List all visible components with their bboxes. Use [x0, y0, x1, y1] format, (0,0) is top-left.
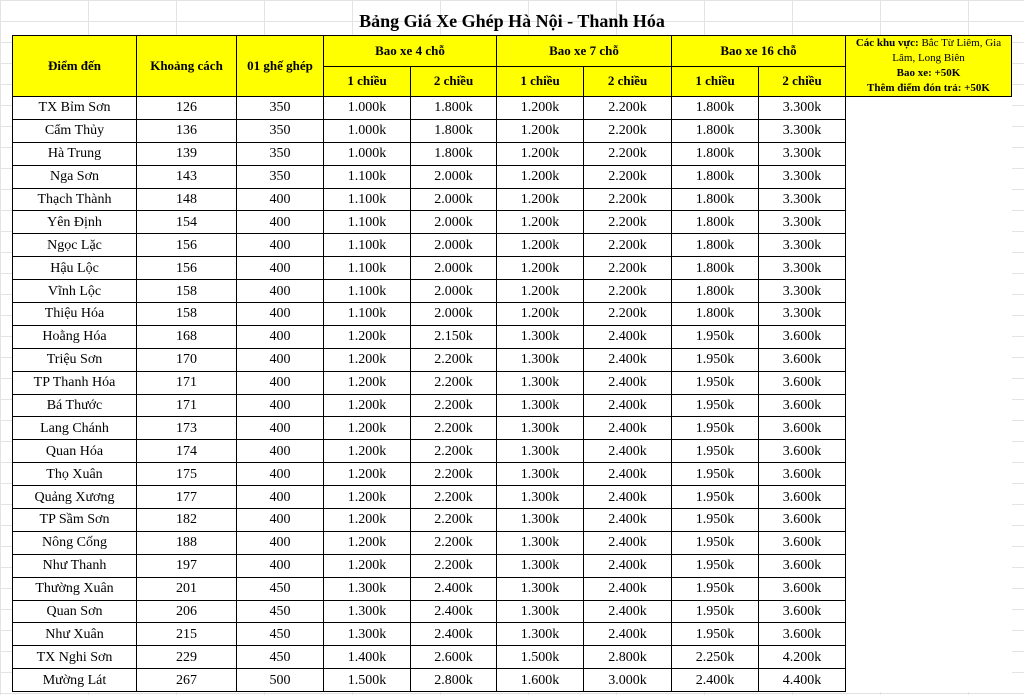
car4-round-trip-cell[interactable]: 2.150k	[411, 325, 497, 348]
distance-cell[interactable]: 175	[137, 463, 237, 486]
table-row	[13, 97, 1012, 120]
car7-round-trip-cell[interactable]: 2.200k	[584, 303, 672, 326]
distance-cell[interactable]: 173	[137, 417, 237, 440]
shared-seat-cell[interactable]: 350	[237, 142, 324, 165]
car7-one-way-cell[interactable]: 1.300k	[497, 348, 584, 371]
car4-one-way-cell[interactable]: 1.300k	[324, 600, 411, 623]
distance-cell[interactable]: 201	[137, 577, 237, 600]
car16-one-way-cell[interactable]: 1.950k	[672, 509, 759, 532]
car16-round-trip-cell[interactable]: 3.600k	[759, 371, 846, 394]
car16-one-way-cell[interactable]: 1.950k	[672, 600, 759, 623]
car4-one-way-cell[interactable]: 1.400k	[324, 646, 411, 669]
car7-one-way-cell[interactable]: 1.300k	[497, 325, 584, 348]
car4-one-way-cell[interactable]: 1.300k	[324, 577, 411, 600]
destination-cell[interactable]: Như Thanh	[13, 554, 137, 577]
car4-round-trip-cell[interactable]: 2.200k	[411, 371, 497, 394]
car7-round-trip-cell[interactable]: 2.400k	[584, 531, 672, 554]
header-destination[interactable]: Điểm đến	[13, 36, 137, 97]
table-row	[13, 257, 1012, 280]
car7-one-way-cell[interactable]: 1.200k	[497, 211, 584, 234]
car16-one-way-cell[interactable]: 1.950k	[672, 417, 759, 440]
car7-one-way-cell[interactable]: 1.300k	[497, 577, 584, 600]
car16-round-trip-cell[interactable]: 3.600k	[759, 440, 846, 463]
car4-one-way-cell[interactable]: 1.200k	[324, 509, 411, 532]
car16-round-trip-cell[interactable]: 3.300k	[759, 119, 846, 142]
car16-one-way-cell[interactable]: 1.800k	[672, 142, 759, 165]
table-row	[13, 188, 1012, 211]
car7-one-way-cell[interactable]: 1.500k	[497, 646, 584, 669]
distance-cell[interactable]: 171	[137, 394, 237, 417]
car16-round-trip-cell[interactable]: 3.600k	[759, 417, 846, 440]
header-distance[interactable]: Khoảng cách	[137, 36, 237, 97]
car4-round-trip-cell[interactable]: 2.400k	[411, 600, 497, 623]
distance-cell[interactable]: 156	[137, 257, 237, 280]
car4-round-trip-cell[interactable]: 2.000k	[411, 280, 497, 303]
car16-round-trip-cell[interactable]: 3.300k	[759, 165, 846, 188]
car16-one-way-cell[interactable]: 1.950k	[672, 531, 759, 554]
car4-one-way-cell[interactable]: 1.100k	[324, 188, 411, 211]
table-row	[13, 463, 1012, 486]
car7-round-trip-cell[interactable]: 2.400k	[584, 577, 672, 600]
destination-cell[interactable]: Yên Định	[13, 211, 137, 234]
distance-cell[interactable]: 154	[137, 211, 237, 234]
car7-round-trip-cell[interactable]: 2.400k	[584, 486, 672, 509]
car7-one-way-cell[interactable]: 1.200k	[497, 165, 584, 188]
car4-round-trip-cell[interactable]: 2.200k	[411, 348, 497, 371]
car16-round-trip-cell[interactable]: 4.200k	[759, 646, 846, 669]
shared-seat-cell[interactable]: 400	[237, 303, 324, 326]
car4-one-way-cell[interactable]: 1.300k	[324, 623, 411, 646]
destination-cell[interactable]: Như Xuân	[13, 623, 137, 646]
car7-one-way-cell[interactable]: 1.200k	[497, 142, 584, 165]
shared-seat-cell[interactable]: 400	[237, 257, 324, 280]
car4-round-trip-cell[interactable]: 2.200k	[411, 554, 497, 577]
car7-round-trip-cell[interactable]: 2.400k	[584, 371, 672, 394]
car16-one-way-cell[interactable]: 1.800k	[672, 234, 759, 257]
car4-one-way-cell[interactable]: 1.100k	[324, 211, 411, 234]
car7-round-trip-cell[interactable]: 2.200k	[584, 119, 672, 142]
shared-seat-cell[interactable]: 450	[237, 577, 324, 600]
car16-one-way-cell[interactable]: 1.950k	[672, 371, 759, 394]
car4-round-trip-cell[interactable]: 2.200k	[411, 531, 497, 554]
car4-round-trip-cell[interactable]: 2.000k	[411, 165, 497, 188]
distance-cell[interactable]: 229	[137, 646, 237, 669]
car4-one-way-cell[interactable]: 1.100k	[324, 303, 411, 326]
car7-one-way-cell[interactable]: 1.200k	[497, 280, 584, 303]
car7-one-way-cell[interactable]: 1.200k	[497, 119, 584, 142]
car4-round-trip-cell[interactable]: 2.000k	[411, 211, 497, 234]
car4-round-trip-cell[interactable]: 2.200k	[411, 440, 497, 463]
header-car4-round-trip[interactable]: 2 chiều	[411, 66, 497, 97]
table-row	[13, 669, 1012, 692]
car16-one-way-cell[interactable]: 1.950k	[672, 325, 759, 348]
shared-seat-cell[interactable]: 450	[237, 646, 324, 669]
car4-one-way-cell[interactable]: 1.100k	[324, 165, 411, 188]
note-extra-stop: Thêm điểm đón trả: +50K	[867, 82, 990, 94]
shared-seat-cell[interactable]: 400	[237, 531, 324, 554]
destination-cell[interactable]: Thọ Xuân	[13, 463, 137, 486]
car16-round-trip-cell[interactable]: 3.300k	[759, 303, 846, 326]
shared-seat-cell[interactable]: 400	[237, 394, 324, 417]
car4-round-trip-cell[interactable]: 2.200k	[411, 486, 497, 509]
table-row	[13, 280, 1012, 303]
note-car-surcharge: Bao xe: +50K	[896, 67, 961, 79]
car7-one-way-cell[interactable]: 1.300k	[497, 463, 584, 486]
shared-seat-cell[interactable]: 400	[237, 234, 324, 257]
car16-one-way-cell[interactable]: 1.800k	[672, 188, 759, 211]
car7-round-trip-cell[interactable]: 2.400k	[584, 600, 672, 623]
destination-cell[interactable]: Triệu Sơn	[13, 348, 137, 371]
car4-round-trip-cell[interactable]: 1.800k	[411, 142, 497, 165]
destination-cell[interactable]: Thạch Thành	[13, 188, 137, 211]
car7-round-trip-cell[interactable]: 2.400k	[584, 348, 672, 371]
sheet-title: Bảng Giá Xe Ghép Hà Nội - Thanh Hóa	[359, 11, 665, 31]
car4-one-way-cell[interactable]: 1.200k	[324, 463, 411, 486]
car4-one-way-cell[interactable]: 1.200k	[324, 371, 411, 394]
shared-seat-cell[interactable]: 400	[237, 348, 324, 371]
distance-cell[interactable]: 156	[137, 234, 237, 257]
destination-cell[interactable]: Bá Thước	[13, 394, 137, 417]
car16-round-trip-cell[interactable]: 3.300k	[759, 234, 846, 257]
car16-round-trip-cell[interactable]: 3.600k	[759, 600, 846, 623]
car7-one-way-cell[interactable]: 1.600k	[497, 669, 584, 692]
car16-one-way-cell[interactable]: 1.800k	[672, 211, 759, 234]
car16-round-trip-cell[interactable]: 3.600k	[759, 463, 846, 486]
distance-cell[interactable]: 215	[137, 623, 237, 646]
car7-round-trip-cell[interactable]: 2.200k	[584, 234, 672, 257]
car7-round-trip-cell[interactable]: 2.400k	[584, 417, 672, 440]
table-row	[13, 440, 1012, 463]
destination-cell[interactable]: Thiệu Hóa	[13, 303, 137, 326]
destination-cell[interactable]: Hoằng Hóa	[13, 325, 137, 348]
destination-cell[interactable]: TX Nghi Sơn	[13, 646, 137, 669]
car16-round-trip-cell[interactable]: 3.300k	[759, 280, 846, 303]
car4-one-way-cell[interactable]: 1.100k	[324, 234, 411, 257]
car16-round-trip-cell[interactable]: 3.600k	[759, 348, 846, 371]
car7-one-way-cell[interactable]: 1.200k	[497, 188, 584, 211]
distance-cell[interactable]: 158	[137, 280, 237, 303]
car16-one-way-cell[interactable]: 1.950k	[672, 440, 759, 463]
car16-one-way-cell[interactable]: 1.800k	[672, 303, 759, 326]
price-table	[12, 35, 1012, 692]
car7-one-way-cell[interactable]: 1.300k	[497, 394, 584, 417]
header-car16[interactable]: Bao xe 16 chỗ	[672, 36, 846, 67]
distance-cell[interactable]: 177	[137, 486, 237, 509]
destination-cell[interactable]: TP Sầm Sơn	[13, 509, 137, 532]
car4-one-way-cell[interactable]: 1.000k	[324, 119, 411, 142]
car4-round-trip-cell[interactable]: 2.800k	[411, 669, 497, 692]
table-row	[13, 577, 1012, 600]
destination-cell[interactable]: Quan Sơn	[13, 600, 137, 623]
car4-one-way-cell[interactable]: 1.200k	[324, 531, 411, 554]
distance-cell[interactable]: 143	[137, 165, 237, 188]
table-row	[13, 554, 1012, 577]
shared-seat-cell[interactable]: 450	[237, 600, 324, 623]
shared-seat-cell[interactable]: 350	[237, 165, 324, 188]
car16-round-trip-cell[interactable]: 3.600k	[759, 531, 846, 554]
car4-one-way-cell[interactable]: 1.000k	[324, 142, 411, 165]
car7-one-way-cell[interactable]: 1.300k	[497, 440, 584, 463]
table-row	[13, 646, 1012, 669]
car16-one-way-cell[interactable]: 1.800k	[672, 280, 759, 303]
header-car7-one-way[interactable]: 1 chiều	[497, 66, 584, 97]
car4-one-way-cell[interactable]: 1.200k	[324, 348, 411, 371]
destination-cell[interactable]: TX Bỉm Sơn	[13, 97, 137, 120]
car4-one-way-cell[interactable]: 1.100k	[324, 257, 411, 280]
destination-cell[interactable]: Hậu Lộc	[13, 257, 137, 280]
car4-round-trip-cell[interactable]: 1.800k	[411, 119, 497, 142]
car7-round-trip-cell[interactable]: 2.400k	[584, 463, 672, 486]
distance-cell[interactable]: 168	[137, 325, 237, 348]
car7-one-way-cell[interactable]: 1.300k	[497, 600, 584, 623]
car4-round-trip-cell[interactable]: 2.000k	[411, 188, 497, 211]
table-row	[13, 119, 1012, 142]
car7-one-way-cell[interactable]: 1.200k	[497, 257, 584, 280]
destination-cell[interactable]: TP Thanh Hóa	[13, 371, 137, 394]
car16-one-way-cell[interactable]: 1.800k	[672, 257, 759, 280]
note-areas-label: Các khu vực:	[855, 37, 919, 49]
table-row	[13, 623, 1012, 646]
shared-seat-cell[interactable]: 400	[237, 486, 324, 509]
car16-one-way-cell[interactable]: 1.800k	[672, 165, 759, 188]
destination-cell[interactable]: Quan Hóa	[13, 440, 137, 463]
car4-round-trip-cell[interactable]: 2.200k	[411, 394, 497, 417]
car4-round-trip-cell[interactable]: 2.000k	[411, 303, 497, 326]
shared-seat-cell[interactable]: 400	[237, 188, 324, 211]
car16-round-trip-cell[interactable]: 3.600k	[759, 623, 846, 646]
car4-one-way-cell[interactable]: 1.200k	[324, 486, 411, 509]
distance-cell[interactable]: 158	[137, 303, 237, 326]
table-row	[13, 325, 1012, 348]
car7-round-trip-cell[interactable]: 2.400k	[584, 509, 672, 532]
distance-cell[interactable]: 206	[137, 600, 237, 623]
destination-cell[interactable]: Ngọc Lặc	[13, 234, 137, 257]
destination-cell[interactable]: Mường Lát	[13, 669, 137, 692]
car16-one-way-cell[interactable]: 1.950k	[672, 394, 759, 417]
car16-one-way-cell[interactable]: 1.950k	[672, 463, 759, 486]
car7-round-trip-cell[interactable]: 2.800k	[584, 646, 672, 669]
header-car16-round-trip[interactable]: 2 chiều	[759, 66, 846, 97]
table-row	[13, 394, 1012, 417]
header-row-1	[13, 36, 1012, 67]
car16-one-way-cell[interactable]: 2.400k	[672, 669, 759, 692]
car7-one-way-cell[interactable]: 1.200k	[497, 97, 584, 120]
car7-round-trip-cell[interactable]: 2.200k	[584, 257, 672, 280]
shared-seat-cell[interactable]: 400	[237, 280, 324, 303]
car7-one-way-cell[interactable]: 1.300k	[497, 554, 584, 577]
car16-one-way-cell[interactable]: 1.800k	[672, 97, 759, 120]
distance-cell[interactable]: 188	[137, 531, 237, 554]
distance-cell[interactable]: 267	[137, 669, 237, 692]
table-row	[13, 211, 1012, 234]
car16-round-trip-cell[interactable]: 3.600k	[759, 486, 846, 509]
car4-round-trip-cell[interactable]: 2.200k	[411, 417, 497, 440]
table-row	[13, 371, 1012, 394]
car7-round-trip-cell[interactable]: 3.000k	[584, 669, 672, 692]
car7-one-way-cell[interactable]: 1.300k	[497, 371, 584, 394]
car7-one-way-cell[interactable]: 1.300k	[497, 531, 584, 554]
car16-round-trip-cell[interactable]: 3.600k	[759, 394, 846, 417]
car16-round-trip-cell[interactable]: 3.600k	[759, 325, 846, 348]
shared-seat-cell[interactable]: 400	[237, 554, 324, 577]
header-car4[interactable]: Bao xe 4 chỗ	[324, 36, 497, 67]
shared-seat-cell[interactable]: 500	[237, 669, 324, 692]
header-car16-one-way[interactable]: 1 chiều	[672, 66, 759, 97]
car4-one-way-cell[interactable]: 1.200k	[324, 325, 411, 348]
car7-round-trip-cell[interactable]: 2.400k	[584, 623, 672, 646]
table-row	[13, 142, 1012, 165]
table-row	[13, 303, 1012, 326]
car4-one-way-cell[interactable]: 1.100k	[324, 280, 411, 303]
car4-round-trip-cell[interactable]: 2.600k	[411, 646, 497, 669]
shared-seat-cell[interactable]: 350	[237, 119, 324, 142]
car4-one-way-cell[interactable]: 1.200k	[324, 554, 411, 577]
destination-cell[interactable]: Cẩm Thủy	[13, 119, 137, 142]
car7-round-trip-cell[interactable]: 2.200k	[584, 188, 672, 211]
distance-cell[interactable]: 148	[137, 188, 237, 211]
car7-round-trip-cell[interactable]: 2.200k	[584, 165, 672, 188]
car16-round-trip-cell[interactable]: 3.600k	[759, 509, 846, 532]
car16-round-trip-cell[interactable]: 3.300k	[759, 142, 846, 165]
header-car4-one-way[interactable]: 1 chiều	[324, 66, 411, 97]
car4-round-trip-cell[interactable]: 2.400k	[411, 623, 497, 646]
shared-seat-cell[interactable]: 400	[237, 509, 324, 532]
car7-round-trip-cell[interactable]: 2.400k	[584, 440, 672, 463]
table-row	[13, 600, 1012, 623]
destination-cell[interactable]: Nông Cống	[13, 531, 137, 554]
car7-round-trip-cell[interactable]: 2.200k	[584, 142, 672, 165]
car16-one-way-cell[interactable]: 1.950k	[672, 623, 759, 646]
car16-one-way-cell[interactable]: 1.950k	[672, 554, 759, 577]
distance-cell[interactable]: 136	[137, 119, 237, 142]
shared-seat-cell[interactable]: 400	[237, 417, 324, 440]
car7-round-trip-cell[interactable]: 2.400k	[584, 325, 672, 348]
shared-seat-cell[interactable]: 450	[237, 623, 324, 646]
car7-round-trip-cell[interactable]: 2.200k	[584, 97, 672, 120]
shared-seat-cell[interactable]: 400	[237, 463, 324, 486]
distance-cell[interactable]: 170	[137, 348, 237, 371]
car4-round-trip-cell[interactable]: 2.000k	[411, 234, 497, 257]
car16-one-way-cell[interactable]: 1.800k	[672, 119, 759, 142]
car4-round-trip-cell[interactable]: 2.200k	[411, 463, 497, 486]
car16-round-trip-cell[interactable]: 3.600k	[759, 554, 846, 577]
table-row	[13, 165, 1012, 188]
header-car7[interactable]: Bao xe 7 chỗ	[497, 36, 672, 67]
car7-one-way-cell[interactable]: 1.300k	[497, 486, 584, 509]
car7-one-way-cell[interactable]: 1.200k	[497, 234, 584, 257]
car4-one-way-cell[interactable]: 1.200k	[324, 417, 411, 440]
destination-cell[interactable]: Thường Xuân	[13, 577, 137, 600]
shared-seat-cell[interactable]: 400	[237, 211, 324, 234]
table-row	[13, 531, 1012, 554]
table-row	[13, 348, 1012, 371]
car16-round-trip-cell[interactable]: 3.300k	[759, 211, 846, 234]
distance-cell[interactable]: 182	[137, 509, 237, 532]
car16-one-way-cell[interactable]: 1.950k	[672, 577, 759, 600]
car7-one-way-cell[interactable]: 1.300k	[497, 417, 584, 440]
car7-round-trip-cell[interactable]: 2.200k	[584, 280, 672, 303]
car7-round-trip-cell[interactable]: 2.400k	[584, 394, 672, 417]
distance-cell[interactable]: 139	[137, 142, 237, 165]
car4-round-trip-cell[interactable]: 1.800k	[411, 97, 497, 120]
car7-one-way-cell[interactable]: 1.300k	[497, 623, 584, 646]
car16-round-trip-cell[interactable]: 3.600k	[759, 577, 846, 600]
car16-one-way-cell[interactable]: 1.950k	[672, 348, 759, 371]
distance-cell[interactable]: 126	[137, 97, 237, 120]
distance-cell[interactable]: 197	[137, 554, 237, 577]
shared-seat-cell[interactable]: 400	[237, 440, 324, 463]
car16-round-trip-cell[interactable]: 4.400k	[759, 669, 846, 692]
car4-round-trip-cell[interactable]: 2.200k	[411, 509, 497, 532]
shared-seat-cell[interactable]: 400	[237, 371, 324, 394]
destination-cell[interactable]: Lang Chánh	[13, 417, 137, 440]
table-row	[13, 417, 1012, 440]
table-row	[13, 234, 1012, 257]
car4-round-trip-cell[interactable]: 2.000k	[411, 257, 497, 280]
destination-cell[interactable]: Vĩnh Lộc	[13, 280, 137, 303]
header-shared-seat[interactable]: 01 ghế ghép	[237, 36, 324, 97]
car4-one-way-cell[interactable]: 1.200k	[324, 394, 411, 417]
car16-round-trip-cell[interactable]: 3.300k	[759, 97, 846, 120]
car16-one-way-cell[interactable]: 2.250k	[672, 646, 759, 669]
table-row	[13, 486, 1012, 509]
destination-cell[interactable]: Nga Sơn	[13, 165, 137, 188]
car4-one-way-cell[interactable]: 1.000k	[324, 97, 411, 120]
note-areas-value: Bắc Từ Liêm, Gia Lâm, Long Biên	[892, 37, 1002, 64]
header-car7-round-trip[interactable]: 2 chiều	[584, 66, 672, 97]
car7-one-way-cell[interactable]: 1.200k	[497, 303, 584, 326]
table-body	[13, 97, 1012, 692]
distance-cell[interactable]: 171	[137, 371, 237, 394]
table-row	[13, 509, 1012, 532]
car7-round-trip-cell[interactable]: 2.200k	[584, 211, 672, 234]
destination-cell[interactable]: Hà Trung	[13, 142, 137, 165]
car16-round-trip-cell[interactable]: 3.300k	[759, 188, 846, 211]
car16-one-way-cell[interactable]: 1.950k	[672, 486, 759, 509]
distance-cell[interactable]: 174	[137, 440, 237, 463]
car16-round-trip-cell[interactable]: 3.300k	[759, 257, 846, 280]
shared-seat-cell[interactable]: 400	[237, 325, 324, 348]
car4-one-way-cell[interactable]: 1.500k	[324, 669, 411, 692]
car4-round-trip-cell[interactable]: 2.400k	[411, 577, 497, 600]
note-areas	[850, 36, 1007, 66]
car7-round-trip-cell[interactable]: 2.400k	[584, 554, 672, 577]
note-cell[interactable]	[846, 36, 1012, 97]
destination-cell[interactable]: Quảng Xương	[13, 486, 137, 509]
shared-seat-cell[interactable]: 350	[237, 97, 324, 120]
car7-one-way-cell[interactable]: 1.300k	[497, 509, 584, 532]
car4-one-way-cell[interactable]: 1.200k	[324, 440, 411, 463]
